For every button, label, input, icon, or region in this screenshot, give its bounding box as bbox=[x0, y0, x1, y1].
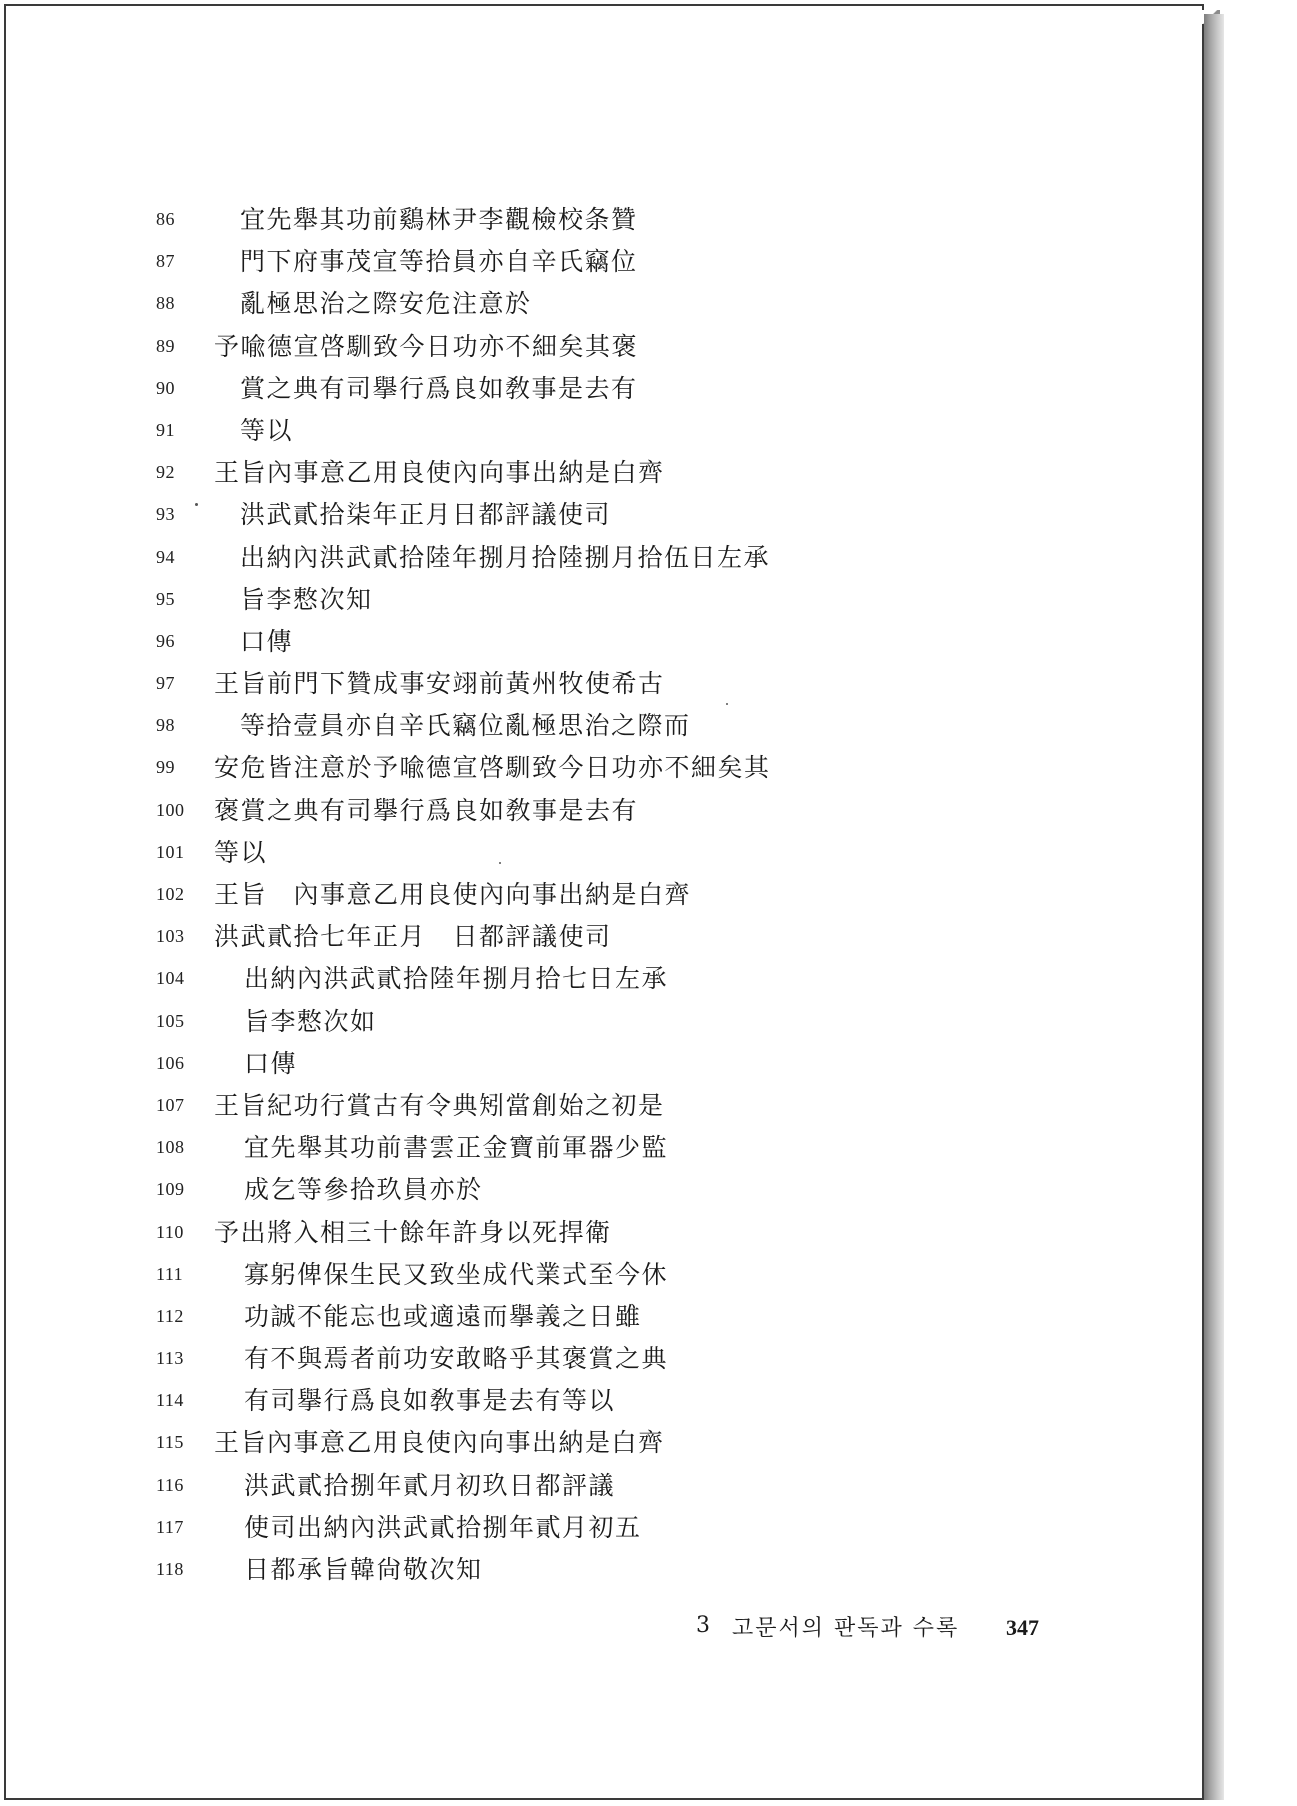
line-number: 104 bbox=[156, 968, 185, 989]
line-text: 出納內洪武貳拾陸年捌月拾陸捌月拾伍日左承 bbox=[240, 542, 771, 572]
text-line bbox=[6, 870, 1202, 912]
text-line bbox=[6, 1461, 1202, 1503]
line-text: 予出將入相三十餘年許身以死捍衛 bbox=[214, 1217, 612, 1247]
scan-speck bbox=[499, 862, 501, 864]
line-text: 等以 bbox=[214, 837, 268, 867]
text-line bbox=[6, 533, 1202, 575]
line-text: 日都承旨韓尙敬次知 bbox=[244, 1555, 483, 1584]
line-number: 105 bbox=[156, 1010, 185, 1031]
line-number: 112 bbox=[156, 1305, 184, 1326]
line-text: 出納內洪武貳拾陸年捌月拾七日左承 bbox=[244, 964, 669, 994]
line-number: 102 bbox=[156, 884, 185, 904]
text-line bbox=[6, 448, 1202, 490]
line-number: 90 bbox=[156, 377, 175, 398]
line-text: 功誠不能忘也或適遠而擧義之日雖 bbox=[244, 1301, 642, 1331]
text-line bbox=[6, 828, 1202, 870]
line-text: 旨李慗次如 bbox=[244, 1006, 377, 1036]
line-text: 旨李慗次知 bbox=[240, 584, 373, 614]
line-number: 106 bbox=[156, 1052, 185, 1073]
line-number: 117 bbox=[156, 1516, 184, 1537]
text-line bbox=[6, 364, 1202, 406]
line-text: 王旨前門下贊成事安翊前黃州牧使希古 bbox=[214, 669, 665, 699]
line-text: 口傳 bbox=[244, 1048, 298, 1078]
line-number: 99 bbox=[156, 757, 175, 778]
line-number: 98 bbox=[156, 715, 175, 736]
text-line bbox=[6, 490, 1202, 532]
line-text: 宜先舉其功前鷄林尹李觀檢校条贊 bbox=[240, 205, 638, 234]
line-number: 95 bbox=[156, 588, 175, 609]
text-line bbox=[6, 617, 1202, 659]
line-number: 118 bbox=[156, 1559, 184, 1579]
line-number: 103 bbox=[156, 926, 185, 947]
line-text: 安危皆注意於予喩德宣啓馴致今日功亦不細矣其 bbox=[214, 753, 771, 783]
line-number: 101 bbox=[156, 841, 185, 862]
text-line bbox=[6, 659, 1202, 701]
text-line bbox=[6, 1376, 1202, 1418]
line-number: 88 bbox=[156, 293, 175, 314]
line-text: 洪武貳拾七年正月 日都評議使司 bbox=[214, 922, 612, 952]
text-line bbox=[6, 701, 1202, 743]
text-line bbox=[6, 1208, 1202, 1250]
line-number: 91 bbox=[156, 419, 175, 440]
text-line bbox=[6, 575, 1202, 617]
text-line bbox=[6, 1165, 1202, 1207]
line-number: 94 bbox=[156, 546, 175, 567]
line-text: 亂極思治之際安危注意於 bbox=[240, 289, 532, 319]
line-number: 100 bbox=[156, 799, 185, 820]
line-text: 口傳 bbox=[240, 626, 294, 656]
page-edge-shadow bbox=[1204, 14, 1224, 1800]
line-text: 予喩德宣啓馴致今日功亦不細矣其褒 bbox=[214, 331, 639, 361]
text-line bbox=[6, 279, 1202, 321]
line-number: 89 bbox=[156, 335, 175, 356]
line-text: 洪武貳拾柒年正月日都評議使司 bbox=[240, 500, 612, 530]
text-line bbox=[6, 743, 1202, 785]
scan-speck bbox=[195, 503, 198, 506]
line-text: 王旨 內事意乙用良使內向事出納是白齊 bbox=[214, 880, 692, 909]
line-number: 87 bbox=[156, 251, 175, 272]
text-line bbox=[6, 406, 1202, 448]
line-number: 110 bbox=[156, 1221, 184, 1242]
text-line bbox=[6, 1292, 1202, 1334]
footer-page-number: 347 bbox=[1006, 1615, 1039, 1640]
footer-chapter-number: 3 bbox=[696, 1613, 710, 1638]
line-text: 王旨內事意乙用良使內向事出納是白齊 bbox=[214, 1428, 665, 1458]
line-text: 有不與焉者前功安敢略乎其褒賞之典 bbox=[244, 1344, 669, 1374]
text-line bbox=[6, 786, 1202, 828]
text-line bbox=[6, 195, 1202, 237]
text-line bbox=[6, 1123, 1202, 1165]
line-number: 96 bbox=[156, 630, 175, 651]
line-text: 褒賞之典有司擧行爲良如敎事是去有 bbox=[214, 795, 639, 825]
text-line bbox=[6, 1081, 1202, 1123]
text-line bbox=[6, 237, 1202, 279]
line-number: 111 bbox=[156, 1263, 184, 1284]
line-number: 86 bbox=[156, 209, 175, 229]
line-text: 等以 bbox=[240, 415, 294, 445]
line-text: 成乞等參拾玖員亦於 bbox=[244, 1175, 483, 1205]
line-text: 寡躬俾保生民又致坐成代業式至今休 bbox=[244, 1259, 669, 1289]
line-text: 使司出納內洪武貳拾捌年貳月初五 bbox=[244, 1512, 642, 1542]
line-number: 107 bbox=[156, 1094, 185, 1115]
line-text: 洪武貳拾捌年貳月初玖日都評議 bbox=[244, 1470, 616, 1500]
text-line bbox=[6, 1545, 1202, 1587]
scan-speck bbox=[726, 703, 728, 705]
line-number: 116 bbox=[156, 1474, 184, 1495]
line-number: 113 bbox=[156, 1348, 184, 1369]
text-line bbox=[6, 1039, 1202, 1081]
line-text: 宜先舉其功前書雲正金寶前軍器少監 bbox=[244, 1133, 669, 1163]
text-line bbox=[6, 912, 1202, 954]
footer-chapter-title: 고문서의 판독과 수록 bbox=[732, 1616, 960, 1641]
text-line bbox=[6, 997, 1202, 1039]
text-line bbox=[6, 322, 1202, 364]
line-text: 王旨內事意乙用良使內向事出納是白齊 bbox=[214, 458, 665, 488]
line-text: 賞之典有司擧行爲良如敎事是去有 bbox=[240, 373, 638, 403]
line-number: 114 bbox=[156, 1390, 184, 1411]
line-number: 93 bbox=[156, 504, 175, 525]
line-number: 97 bbox=[156, 673, 175, 694]
line-text: 有司擧行爲良如敎事是去有等以 bbox=[244, 1386, 616, 1416]
text-line bbox=[6, 954, 1202, 996]
line-text: 王旨紀功行賞古有令典矧當創始之初是 bbox=[214, 1090, 665, 1120]
line-number: 108 bbox=[156, 1137, 185, 1158]
text-line bbox=[6, 1503, 1202, 1545]
line-text: 等拾壹員亦自辛氏竊位亂極思治之際而 bbox=[240, 711, 691, 741]
text-line bbox=[6, 1418, 1202, 1460]
text-line bbox=[6, 1334, 1202, 1376]
line-number: 115 bbox=[156, 1432, 184, 1453]
transcription-lines bbox=[6, 195, 1202, 1587]
document-page bbox=[4, 4, 1204, 1800]
line-number: 92 bbox=[156, 462, 175, 483]
text-line bbox=[6, 1250, 1202, 1292]
line-number: 109 bbox=[156, 1179, 185, 1200]
line-text: 門下府事茂宣等拾員亦自辛氏竊位 bbox=[240, 247, 638, 277]
